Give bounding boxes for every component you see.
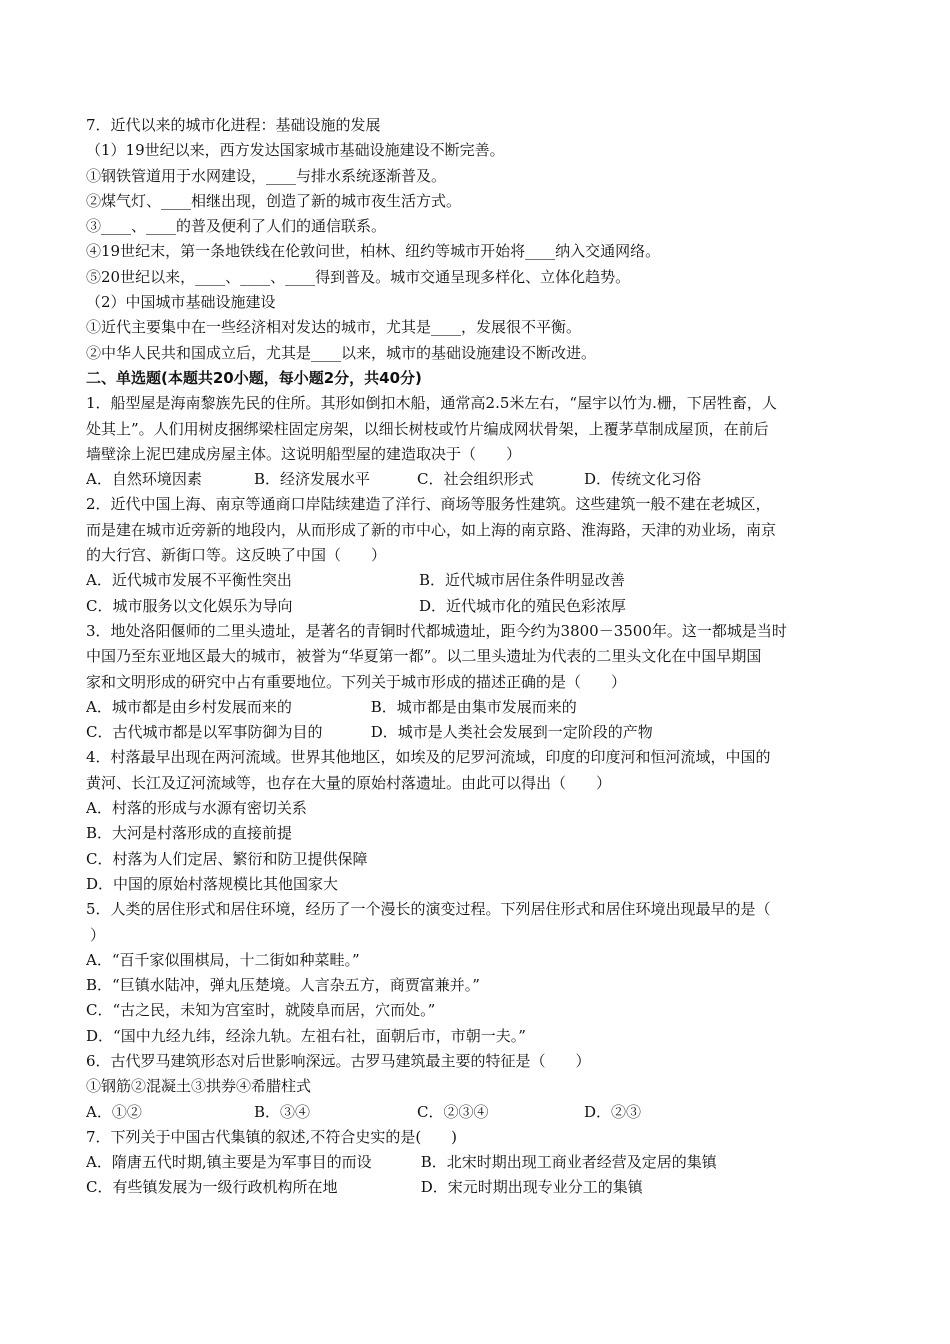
option-c: C．“古之民，未知为宫室时，就陵阜而居，穴而处。”: [86, 1001, 436, 1020]
question-text: 黄河、长江及辽河流域等，也存在大量的原始村落遗址。由此可以得出（ ）: [86, 773, 612, 792]
part-2-title: （2）中国城市基础设施建设: [86, 293, 276, 312]
question-text: ）: [90, 925, 106, 944]
option-b: B．大河是村落形成的直接前提: [86, 824, 293, 843]
option-a: A．“百千家似围棋局，十二街如种菜畦。”: [86, 950, 360, 969]
question-5: [86, 897, 890, 1049]
part-1-title: （1）19世纪以来，西方发达国家城市基础设施建设不断完善。: [86, 141, 505, 160]
options-row: [86, 467, 890, 492]
option-b: B．经济发展水平: [254, 470, 371, 489]
fill-blank-item: ①钢铁管道用于水网建设，____与排水系统逐渐普及。: [86, 166, 447, 185]
options-row: [86, 594, 890, 619]
option-a: A．①②: [86, 1102, 142, 1121]
option-d: D．宋元时期出现专业分工的集镇: [420, 1178, 643, 1197]
question-1: [86, 391, 890, 492]
option-c: C．城市服务以文化娱乐为导向: [86, 596, 293, 615]
question-text: 墙壁涂上泥巴建成房屋主体。这说明船型屋的建造取决于（ ）: [86, 444, 522, 463]
option-c: C．村落为人们定居、繁衍和防卫提供保障: [86, 849, 368, 868]
fill-blank-item: ④19世纪末，第一条地铁线在伦敦问世，柏林、纽约等城市开始将____纳入交通网络。: [86, 242, 661, 261]
question-text: 4．村落最早出现在两河流域。世界其他地区，如埃及的尼罗河流域，印度的印度河和恒河流域，中国的: [86, 748, 771, 767]
options-row: [86, 720, 890, 745]
question-text: ①钢筋②混凝土③拱券④希腊柱式: [86, 1077, 312, 1096]
option-d: D．近代城市化的殖民色彩浓厚: [419, 596, 627, 615]
option-a: A．城市都是由乡村发展而来的: [86, 697, 292, 716]
option-d: D．“国中九经九纬，经涂九轨。左祖右社，面朝后市，市朝一夫。”: [86, 1026, 526, 1045]
option-c: C．社会组织形式: [417, 470, 534, 489]
question-text: 中国乃至东亚地区最大的城市，被誉为“华夏第一都”。以二里头遗址为代表的二里头文化在中国早期国: [86, 647, 762, 666]
fill-blank-item: ⑤20世纪以来，____、____、____得到普及。城市交通呈现多样化、立体化趋势。: [86, 267, 631, 286]
options-row: [86, 695, 890, 720]
option-b: B．“巨镇水陆冲，弹丸压楚境。人言杂五方，商贾富兼并。”: [86, 976, 480, 995]
fill-blank-item: ②中华人民共和国成立后，尤其是____以来，城市的基础设施建设不断改进。: [86, 343, 597, 362]
option-d: D．城市是人类社会发展到一定阶段的产物: [370, 723, 653, 742]
option-d: D．传统文化习俗: [584, 470, 702, 489]
option-c: C．有些镇发展为一级行政机构所在地: [86, 1178, 338, 1197]
fill-blank-item: ②煤气灯、____相继出现，创造了新的城市夜生活方式。: [86, 191, 462, 210]
option-d: D．中国的原始村落规模比其他国家大: [86, 874, 339, 893]
section-heading-single-choice: 二、单选题(本题共20小题，每小题2分，共40分): [86, 368, 422, 387]
question-text: 而是建在城市近旁新的地段内，从而形成了新的市中心，如上海的南京路、淮海路，天津的劝业场，南京: [86, 520, 777, 539]
question-2: [86, 492, 890, 618]
option-b: B．③④: [254, 1102, 311, 1121]
section-title: 7．近代以来的城市化进程：基础设施的发展: [86, 116, 381, 134]
question-4: [86, 745, 890, 897]
option-b: B．城市都是由集市发展而来的: [370, 697, 577, 716]
question-text: 1．船型屋是海南黎族先民的住所。其形如倒扣木船，通常高2.5米左右，“屋宇以竹为.栅，下居牲畜，人: [86, 394, 777, 413]
option-c: C．古代城市都是以军事防御为目的: [86, 723, 323, 742]
section-7-infrastructure: [86, 113, 890, 366]
question-text: 家和文明形成的研究中占有重要地位。下列关于城市形成的描述正确的是（ ）: [86, 672, 627, 691]
option-c: C．②③④: [417, 1102, 489, 1121]
question-text: 7．下列关于中国古代集镇的叙述,不符合史实的是( ): [86, 1127, 458, 1146]
options-row: [86, 568, 890, 593]
option-a: A．村落的形成与水源有密切关系: [86, 799, 307, 818]
option-d: D．②③: [584, 1102, 642, 1121]
fill-blank-item: ①近代主要集中在一些经济相对发达的城市，尤其是____，发展很不平衡。: [86, 318, 582, 337]
option-a: A．自然环境因素: [86, 470, 202, 489]
question-text: 5．人类的居住形式和居住环境，经历了一个漫长的演变过程。下列居住形式和居住环境出现最早的是（: [86, 900, 771, 919]
question-text: 的大行宫、新街口等。这反映了中国（ ）: [86, 546, 387, 565]
question-text: 2．近代中国上海、南京等通商口岸陆续建造了洋行、商场等服务性建筑。这些建筑一般不建在老城区，: [86, 495, 771, 514]
question-7: [86, 1125, 890, 1201]
options-row: [86, 1100, 890, 1125]
question-3: [86, 619, 890, 745]
option-b: B．近代城市居住条件明显改善: [419, 571, 626, 590]
question-6: [86, 1049, 890, 1125]
option-a: A．隋唐五代时期,镇主要是为军事目的而设: [86, 1153, 372, 1172]
question-text: 6．古代罗马建筑形态对后世影响深远。古罗马建筑最主要的特征是（ ）: [86, 1051, 591, 1070]
question-text: 3．地处洛阳偃师的二里头遗址，是著名的青铜时代都城遗址，距今约为3800－3500年。这一都城是当时: [86, 621, 787, 640]
fill-blank-item: ③____、____的普及便利了人们的通信联系。: [86, 217, 387, 236]
option-b: B．北宋时期出现工商业者经营及定居的集镇: [420, 1153, 717, 1172]
options-row: [86, 1175, 890, 1200]
question-text: 处其上”。人们用树皮捆绑梁柱固定房架，以细长树枝或竹片编成网状骨架，上覆茅草制成屋顶，在前后: [86, 419, 769, 438]
option-a: A．近代城市发展不平衡性突出: [86, 571, 292, 590]
options-row: [86, 1150, 890, 1175]
